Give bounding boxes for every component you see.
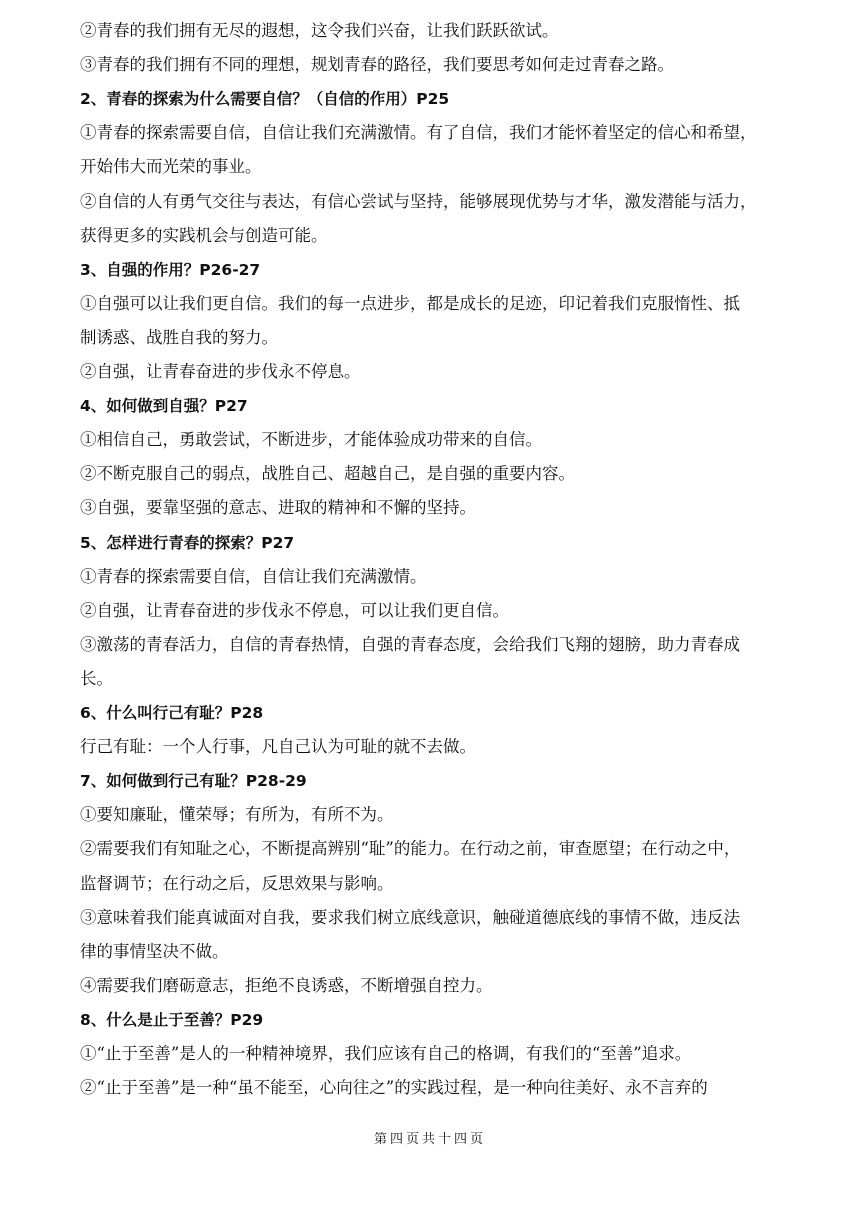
section-heading: 7、如何做到行己有耻？P28-29 xyxy=(80,772,307,791)
text-line: 制诱惑、战胜自我的努力。 xyxy=(80,327,278,347)
section-heading: 5、怎样进行青春的探索？P27 xyxy=(80,533,295,552)
text-line: 律的事情坚决不做。 xyxy=(80,941,229,961)
section-heading: 6、什么叫行己有耻？P28 xyxy=(80,704,264,722)
text-line: ①相信自己，勇敢尝试，不断进步，才能体验成功带来的自信。 xyxy=(80,430,542,450)
text-line: 长。 xyxy=(80,668,113,688)
text-line: ②自强，让青春奋进的步伐永不停息，可以让我们更自信。 xyxy=(80,600,509,620)
section-heading: 8、什么是止于至善？P29 xyxy=(80,1010,264,1029)
text-line: ②青春的我们拥有无尽的遐想，这令我们兴奋，让我们跃跃欲试。 xyxy=(80,21,559,40)
page-footer: 第四页共十四页 xyxy=(373,1132,486,1147)
text-line: ②不断克服自己的弱点，战胜自己、超越自己，是自强的重要内容。 xyxy=(80,464,575,484)
text-line: 获得更多的实践机会与创造可能。 xyxy=(80,225,328,245)
text-line: ③青春的我们拥有不同的理想，规划青春的路径，我们要思考如何走过青春之路。 xyxy=(80,55,674,75)
section-heading: 3、自强的作用？P26-27 xyxy=(80,260,261,279)
text-line: ③激荡的青春活力，自信的青春热情，自强的青春态度，会给我们飞翔的翅膀，助力青春成 xyxy=(80,634,740,654)
text-line: ①自强可以让我们更自信。我们的每一点进步，都是成长的足迹，印记着我们克服惰性、抵 xyxy=(80,293,740,313)
text-line: ②需要我们有知耻之心，不断提高辨别“耻”的能力。在行动之前，审查愿望；在行动之中， xyxy=(80,839,741,859)
text-line: 监督调节；在行动之后，反思效果与影响。 xyxy=(80,873,394,893)
text-line: ③意味着我们能真诚面对自我，要求我们树立底线意识，触碰道德底线的事情不做，违反法 xyxy=(80,907,740,927)
text-line: ②自强，让青春奋进的步伐永不停息。 xyxy=(80,362,361,381)
text-line: ①青春的探索需要自信，自信让我们充满激情。 xyxy=(80,566,427,586)
text-line: ②“止于至善”是一种“虽不能至，心向往之”的实践过程，是一种向往美好、永不言弃的 xyxy=(80,1078,708,1098)
text-line: 行己有耻：一个人行事，凡自己认为可耻的就不去做。 xyxy=(80,737,476,757)
section-heading: 4、如何做到自强？P27 xyxy=(80,397,248,416)
text-line: ①青春的探索需要自信，自信让我们充满激情。有了自信，我们才能怀着坚定的信心和希望， xyxy=(80,123,757,143)
text-line: ①“止于至善”是人的一种精神境界，我们应该有自己的格调，有我们的“至善”追求。 xyxy=(80,1044,692,1063)
text-line: ①要知廉耻，懂荣辱；有所为，有所不为。 xyxy=(80,805,394,825)
text-line: ③自强，要靠坚强的意志、进取的精神和不懈的坚持。 xyxy=(80,498,476,518)
text-line: ④需要我们磨砺意志，拒绝不良诱惑，不断增强自控力。 xyxy=(80,975,493,995)
text-line: 开始伟大而光荣的事业。 xyxy=(80,157,262,177)
text-line: ②自信的人有勇气交往与表达，有信心尝试与坚持，能够展现优势与才华，激发潜能与活力， xyxy=(80,191,757,211)
section-heading: 2、青春的探索为什么需要自信？（自信的作用）P25 xyxy=(80,90,450,109)
